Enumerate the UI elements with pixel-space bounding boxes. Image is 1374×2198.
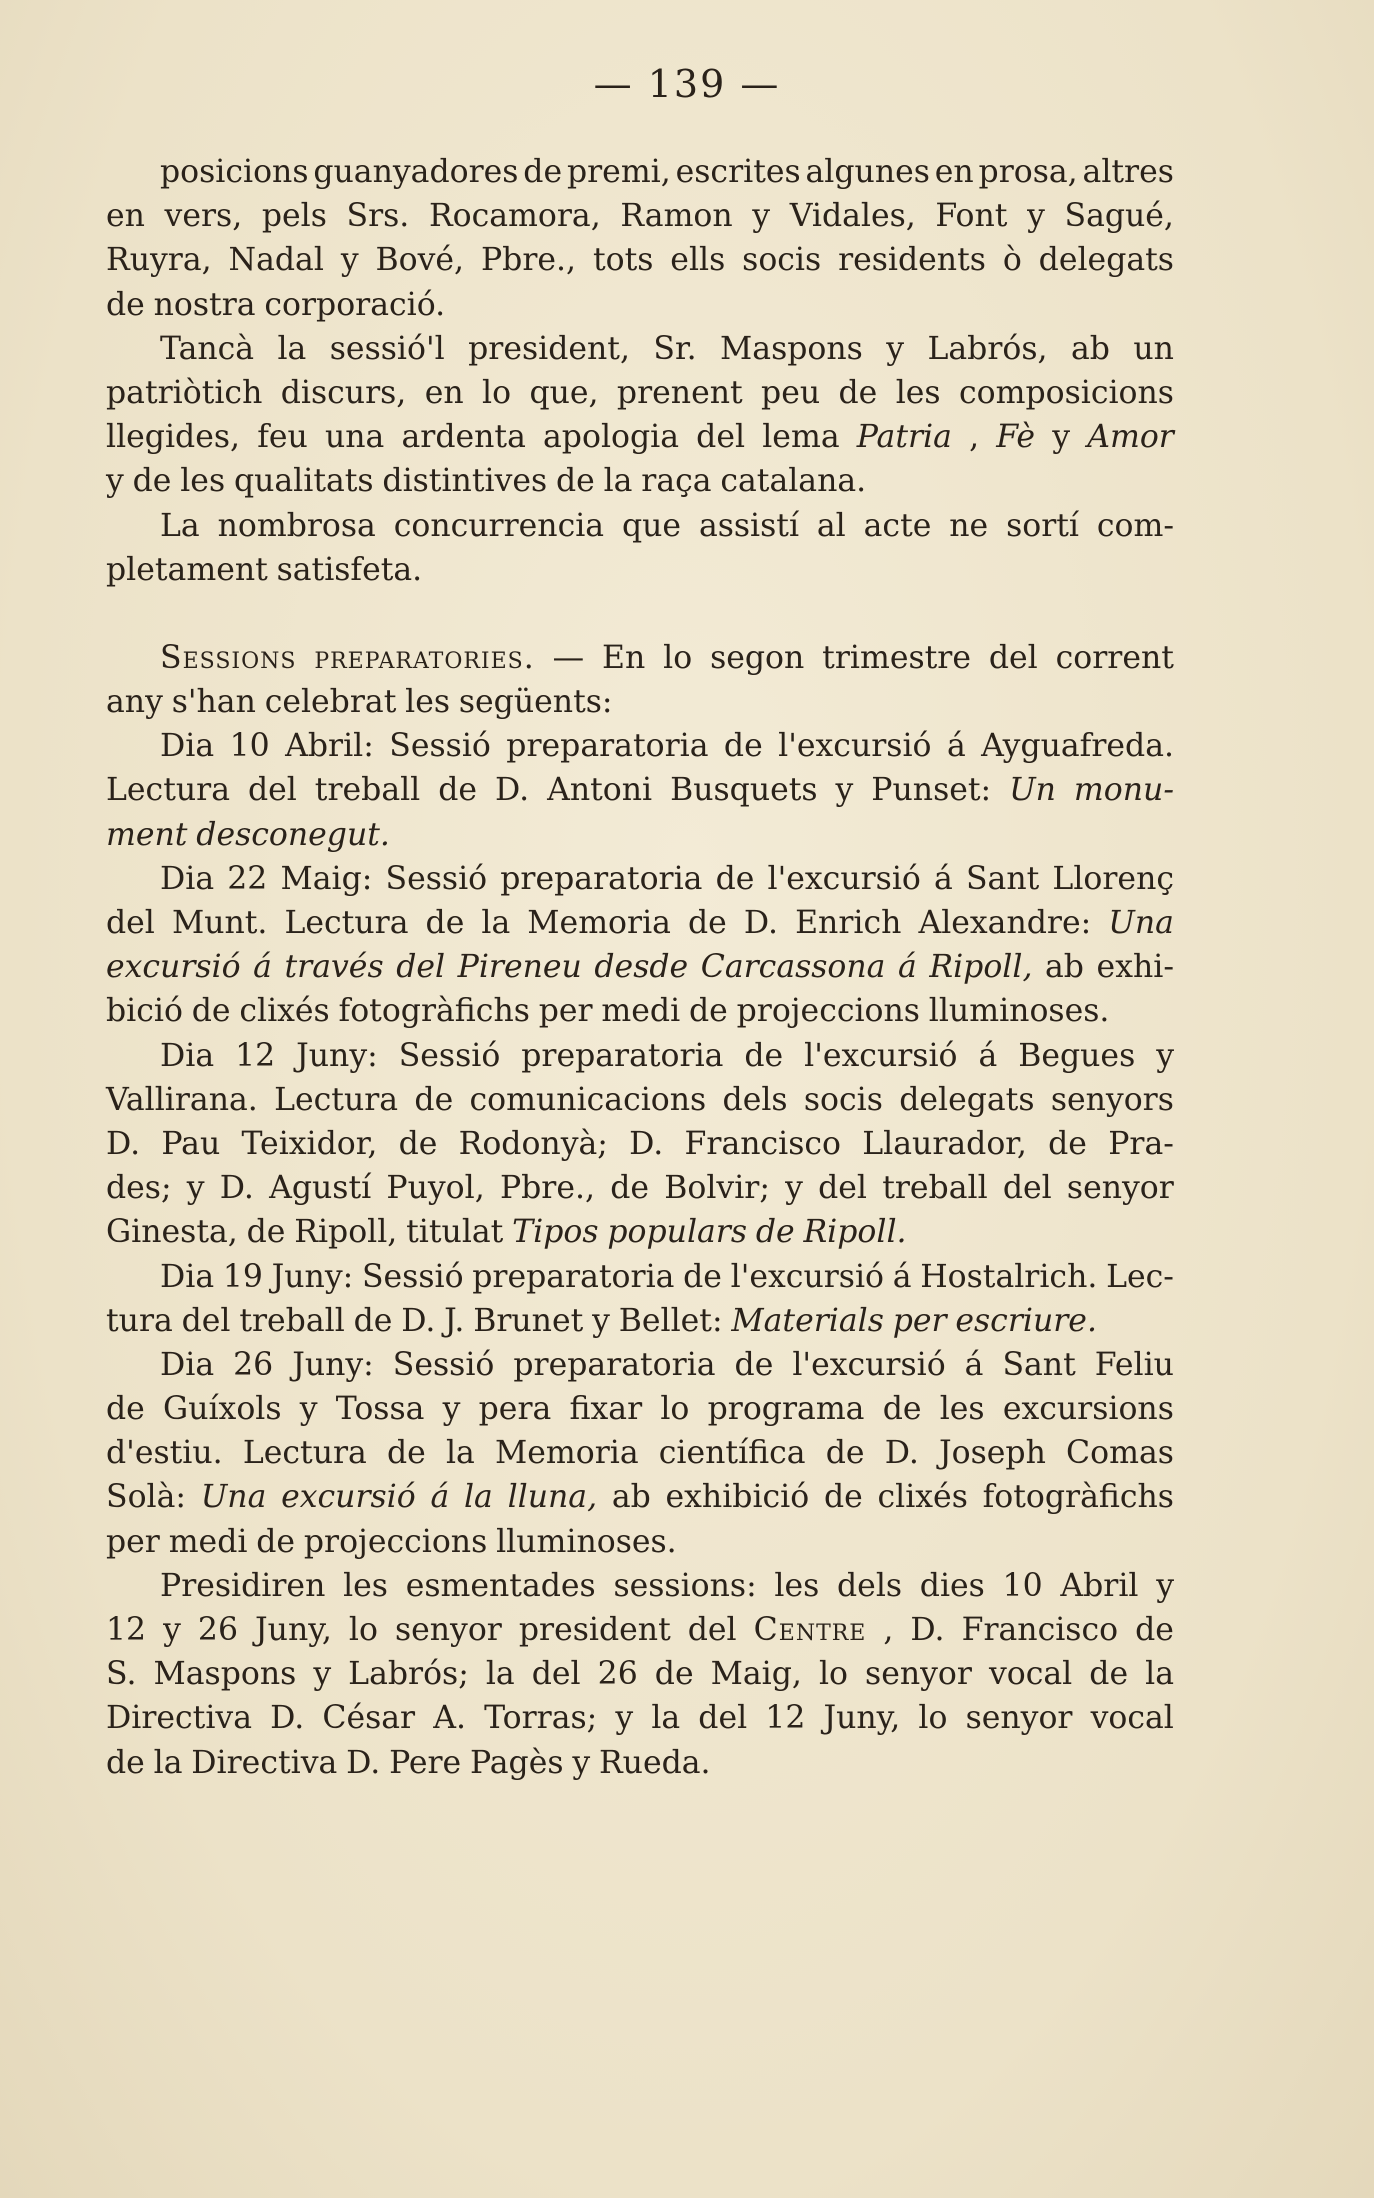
- text-line: Dia 10 Abril: Sessió preparatoria de l'excursió á Ayguafreda.: [160, 728, 1174, 765]
- paragraph: [106, 1034, 1174, 1255]
- paragraph: [106, 724, 1174, 857]
- text-line: ment desconegut.: [106, 816, 390, 853]
- text-line: d'estiu. Lectura de la Memoria científica de D. Joseph Comas: [106, 1435, 1174, 1472]
- text-line: S. Maspons y Labrós; la del 26 de Maig, lo senyor vocal de la: [106, 1656, 1174, 1693]
- text-line: tura del treball de D. J. Brunet y Bellet: Materials per escriure.: [106, 1302, 1097, 1339]
- paragraph: [106, 1564, 1174, 1785]
- text-line: de nostra corporació.: [106, 286, 446, 323]
- text-line: patriòtich discurs, en lo que, prenent peu de les composicions: [106, 374, 1174, 411]
- text-line: de la Directiva D. Pere Pagès y Rueda.: [106, 1744, 711, 1781]
- section-gap: [106, 592, 1174, 636]
- text-line: Vallirana. Lectura de comunicacions dels socis delegats senyors: [106, 1081, 1174, 1118]
- text-line: Directiva D. César A. Torras; y la del 12 Juny, lo senyor vocal: [106, 1700, 1174, 1737]
- text-line: Ruyra, Nadal y Bové, Pbre., tots ells socis residents ò delegats: [106, 242, 1174, 279]
- text-line: posicions guanyadores de premi, escrites algunes en prosa, altres: [160, 154, 1174, 190]
- paragraph: [106, 636, 1174, 724]
- paragraph: [106, 857, 1174, 1034]
- text-line: Dia 12 Juny: Sessió preparatoria de l'excursió á Begues y: [160, 1037, 1174, 1074]
- text-line: de Guíxols y Tossa y pera fixar lo programa de les excursions: [106, 1391, 1174, 1428]
- text-line: Dia 22 Maig: Sessió preparatoria de l'excursió á Sant Llorenç: [160, 860, 1174, 897]
- text-line: Solà: Una excursió á la lluna, ab exhibició de clixés fotogràfichs: [106, 1479, 1174, 1516]
- paragraph: [106, 504, 1174, 592]
- text-line: any s'han celebrat les següents:: [106, 684, 613, 721]
- text-line: Ginesta, de Ripoll, titulat Tipos populars de Ripoll.: [106, 1214, 907, 1251]
- text-line: llegides, feu una ardenta apologia del lema Patria , Fè y Amor: [106, 419, 1174, 456]
- text-line: per medi de projeccions lluminoses.: [106, 1523, 677, 1560]
- text-line: Lectura del treball de D. Antoni Busquets y Punset: Un monu-: [106, 772, 1174, 809]
- text-line: D. Pau Teixidor, de Rodonyà; D. Francisco Llaurador, de Pra-: [106, 1125, 1174, 1162]
- text-line: y de les qualitats distintives de la raça catalana.: [106, 463, 867, 500]
- text-line: Dia 26 Juny: Sessió preparatoria de l'excursió á Sant Feliu: [160, 1346, 1174, 1383]
- text-line: bició de clixés fotogràfichs per medi de projeccions lluminoses.: [106, 993, 1110, 1030]
- page-number: — 139 —: [593, 62, 781, 106]
- text-line: pletament satisfeta.: [106, 551, 423, 588]
- text-line: des; y D. Agustí Puyol, Pbre., de Bolvir; y del treball del senyor: [106, 1170, 1174, 1207]
- text-line: 12 y 26 Juny, lo senyor president del Centre , D. Francisco de: [106, 1612, 1174, 1648]
- text-line: excursió á través del Pireneu desde Carcassona á Ripoll, ab exhi-: [106, 949, 1174, 986]
- paragraph: [106, 150, 1174, 327]
- text-line: Dia 19 Juny: Sessió preparatoria de l'excursió á Hostalrich. Lec-: [160, 1258, 1174, 1295]
- text-line: La nombrosa concurrencia que assistí al acte ne sortí com-: [160, 507, 1174, 544]
- text-line: en vers, pels Srs. Rocamora, Ramon y Vidales, Font y Sagué,: [106, 198, 1174, 235]
- body-text: [106, 150, 1174, 1785]
- paragraph: [106, 1343, 1174, 1564]
- text-line: Sessions preparatories. — En lo segon trimestre del corrent: [160, 639, 1174, 676]
- text-line: Tancà la sessió'l president, Sr. Maspons y Labrós, ab un: [160, 330, 1174, 367]
- text-line: del Munt. Lectura de la Memoria de D. Enrich Alexandre: Una: [106, 905, 1174, 941]
- paragraph: [106, 327, 1174, 504]
- paragraph: [106, 1255, 1174, 1343]
- text-line: Presidiren les esmentades sessions: les dels dies 10 Abril y: [160, 1567, 1174, 1604]
